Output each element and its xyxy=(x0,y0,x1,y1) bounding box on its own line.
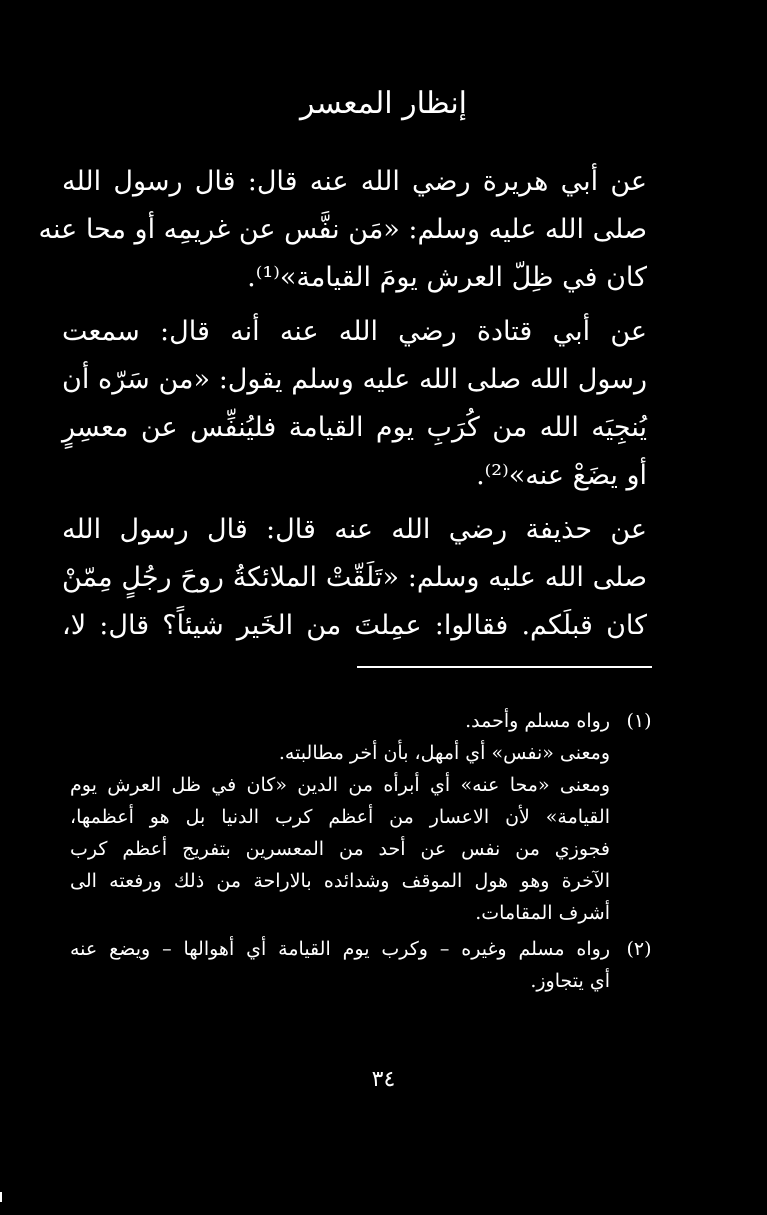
footnote-1 xyxy=(70,705,660,929)
footnote-2 xyxy=(70,933,660,997)
footnotes xyxy=(70,705,660,1001)
hadith-line: عن أبي قتادة رضي الله عنه أنه قال: سمعت xyxy=(62,316,647,347)
hadith-line: صلى الله عليه وسلم: «مَن نفَّس عن غريمِه أو محا عنه xyxy=(38,214,647,245)
footnote-line: الآخرة وهو هول الموقف وشدائده بالاراحة من ذلك ورفعته الى xyxy=(70,870,610,892)
hadith-line: رسول الله صلى الله عليه وسلم يقول: «من سَرّه أن xyxy=(62,364,647,395)
footnote-line: أي يتجاوز. xyxy=(530,970,610,992)
footnote-line: فجوزي من نفس عن أحد من المعسرين بتفريج أعظم كرب xyxy=(70,838,610,860)
hadith-line: كان قبلَكم. فقالوا: عمِلتَ من الخَير شيئاً؟ قال: لا، xyxy=(62,610,647,641)
footnote-line: القيامة» لأن الاعسار من أعظم كرب الدنيا بل هو أعظمها، xyxy=(70,806,610,828)
hadith-line: أو يضَعْ عنه»⁽²⁾. xyxy=(476,460,647,491)
hadith-3 xyxy=(62,506,647,650)
footnote-line: ومعنى «نفس» أي أمهل، بأن أخر مطالبته. xyxy=(278,742,610,764)
scan-edge-mark xyxy=(0,1192,2,1202)
hadith-2 xyxy=(62,308,647,500)
footnote-line: ومعنى «محا عنه» أي أبرأه من الدين «كان في ظل العرش يوم xyxy=(70,774,610,796)
footnote-number: (٢) xyxy=(626,938,652,960)
footnote-line: رواه مسلم وأحمد. xyxy=(465,710,610,732)
hadith-line: عن أبي هريرة رضي الله عنه قال: قال رسول الله xyxy=(62,166,647,197)
footnote-number: (١) xyxy=(626,710,652,732)
hadith-line: كان في ظِلّ العرش يومَ القيامة»⁽¹⁾. xyxy=(247,262,647,293)
hadith-1 xyxy=(38,158,647,302)
footnote-line: رواه مسلم وغيره – وكرب يوم القيامة أي أهوالها – ويضع عنه xyxy=(70,938,610,960)
page-number: ٣٤ xyxy=(371,1067,396,1092)
hadith-line: صلى الله عليه وسلم: «تَلَقّتْ الملائكةُ روحَ رجُلٍ مِمّنْ xyxy=(62,562,647,593)
footnote-line: أشرف المقامات. xyxy=(475,902,610,924)
hadith-line: يُنجِيَه الله من كُرَبِ يوم القيامة فليُنفِّس عن معسِرٍ xyxy=(62,412,647,443)
page-title: إنظار المعسر xyxy=(299,86,468,121)
hadith-line: عن حذيفة رضي الله عنه قال: قال رسول الله xyxy=(62,514,647,545)
footnote-separator xyxy=(357,666,652,668)
